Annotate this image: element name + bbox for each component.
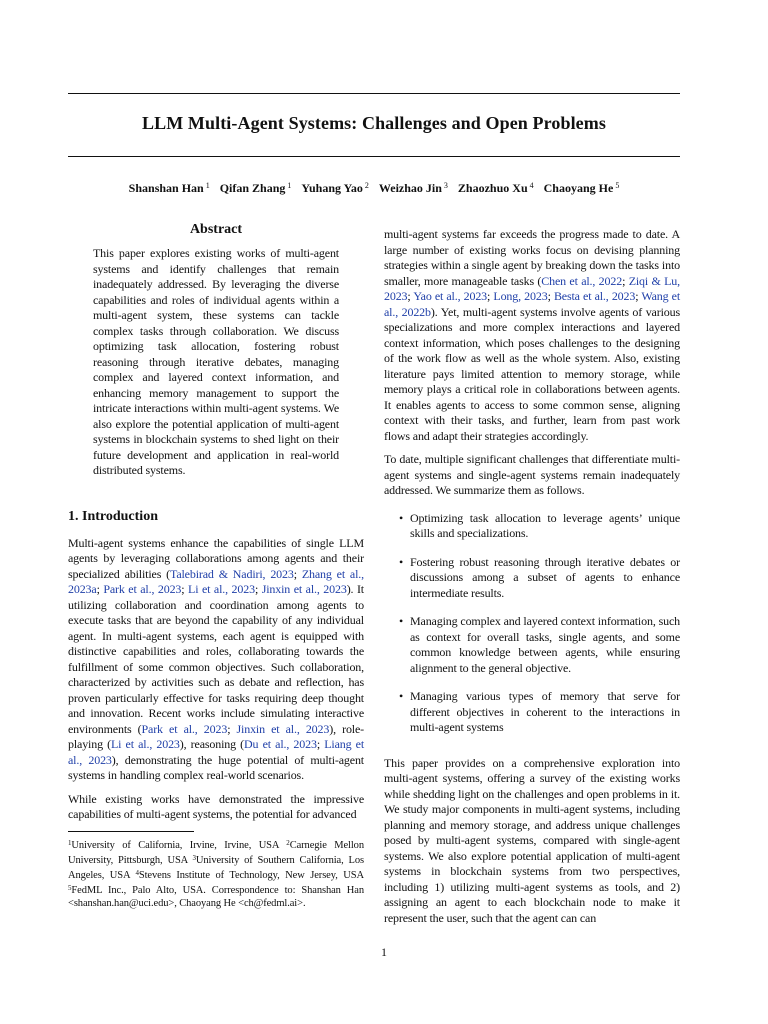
right-paragraph-1 bbox=[384, 227, 680, 444]
affiliation-marker: 1 bbox=[68, 838, 72, 847]
text-run: University of California, Irvine, Irvine, USA bbox=[71, 839, 287, 851]
author-name bbox=[220, 181, 292, 196]
author-name-text: Shanshan Han bbox=[128, 181, 204, 195]
challenge-list-item-text: Optimizing task allocation to leverage agents’ unique skills and specializations. bbox=[410, 510, 680, 540]
challenge-list bbox=[384, 511, 680, 736]
author-name-text: Weizhao Jin bbox=[378, 181, 442, 195]
challenge-list-item bbox=[384, 555, 680, 602]
text-run: ; bbox=[622, 273, 629, 288]
right-paragraph-2: To date, multiple significant challenges that differentiate multi-agent systems and single-agent systems remain inadequately addressed. We summarize them as follows. bbox=[384, 452, 680, 497]
citation-link[interactable]: Park et al., 2023 bbox=[141, 721, 228, 736]
abstract-text: This paper explores existing works of multi-agent systems and identify challenges that remain inadequately addressed. By leveraging the diverse capabilities and roles of individual agents within a multi-agent system, these systems can tackle complex tasks through collaboration. We discuss optimizing task allocation, fostering robust reasoning through iterative debates, managing complex and layered context information, and enhancing memory management to support the intricate interactions within multi-agent systems. We also explore the potential application of multi-agent systems in blockchain systems to shed light on their future development and application in real-world distributed systems. bbox=[93, 246, 339, 477]
challenge-list-item-text: Managing various types of memory that serve for different objectives in coherent to the interactions in multi-agent systems bbox=[410, 689, 680, 734]
challenge-list-item-text: Managing complex and layered context information, such as context for overall tasks, single agents, and some common knowledge between agents, while ensuring alignment to the general objective. bbox=[410, 614, 680, 675]
text-run: ; bbox=[181, 582, 189, 596]
citation-link[interactable]: Park et al., 2023 bbox=[103, 582, 182, 596]
citation-link[interactable]: Jinxin et al., 2023 bbox=[261, 582, 347, 596]
author-affiliation-marker: 4 bbox=[529, 181, 534, 190]
affiliation-marker: 5 bbox=[68, 883, 72, 892]
citation-link[interactable]: Li et al., 2023 bbox=[111, 737, 180, 751]
intro-paragraph-2 bbox=[68, 792, 364, 823]
text-run: ; bbox=[316, 737, 325, 751]
text-run: While existing works have demonstrated the impressive capabilities of multi-agent systems, the potential for advanced bbox=[68, 791, 364, 821]
challenge-list-item bbox=[384, 614, 680, 676]
text-run: ). Yet, multi-agent systems involve agents of various specializations and more complex interactions and layered context information, which poses challenges to the designing of the work flow as well as the whole system. Also, existing literature pays limited attention to memory storage, while memory plays a critical role in collaborations between agents. It enables agents to access to some common sense, aligning context with their tasks, and further, learn from past work flows and adapt their strategies accordingly. bbox=[384, 304, 680, 443]
citation-link[interactable]: Zhang et al., 2023a bbox=[68, 566, 364, 596]
author-affiliation-marker: 1 bbox=[287, 181, 292, 190]
citation-link[interactable]: Long, 2023 bbox=[493, 289, 548, 303]
citation-link[interactable]: Wang et al., 2022b bbox=[384, 289, 681, 319]
citation-link[interactable]: Li et al., 2023 bbox=[188, 582, 255, 596]
paper-title: LLM Multi-Agent Systems: Challenges and Open Problems bbox=[142, 113, 606, 133]
text-run: FedML Inc., Palo Alto, USA. Correspondence to: Shanshan Han <shanshan.han@uci.edu>, Chaoyang He <ch@fedml.ai>. bbox=[68, 884, 364, 909]
citation-link[interactable]: Besta et al., 2023 bbox=[553, 289, 636, 303]
bullet-icon: • bbox=[399, 614, 404, 628]
author-name-text: Qifan Zhang bbox=[219, 181, 286, 195]
text-run: Multi-agent systems enhance the capabilities of single LLM agents by leveraging collaborations among agents and their specialized abilities ( bbox=[68, 535, 364, 581]
text-run: ; bbox=[407, 289, 414, 303]
left-column bbox=[68, 222, 364, 910]
author-affiliation-marker: 2 bbox=[364, 181, 369, 190]
citation-link[interactable]: Ziqi & Lu, 2023 bbox=[384, 273, 680, 303]
affiliation-marker: 4 bbox=[135, 868, 139, 877]
author-name bbox=[379, 181, 448, 196]
text-run: Carnegie Mellon University, Pittsburgh, USA bbox=[68, 839, 364, 866]
intro-paragraph-1 bbox=[68, 536, 364, 784]
citation-link[interactable]: Chen et al., 2022 bbox=[541, 273, 623, 288]
right-column bbox=[384, 227, 680, 934]
citation-link[interactable]: Jinxin et al., 2023 bbox=[236, 721, 330, 736]
page-number: 1 bbox=[381, 945, 387, 959]
text-run: ), role-playing ( bbox=[68, 721, 364, 751]
citation-link[interactable]: Yao et al., 2023 bbox=[413, 289, 488, 303]
text-run: ), demonstrating the huge potential of multi-agent systems in handling complex real-world scenarios. bbox=[68, 752, 364, 782]
affiliation-footnote bbox=[68, 837, 364, 910]
abstract-heading: Abstract bbox=[189, 222, 243, 237]
citation-link[interactable]: Du et al., 2023 bbox=[244, 737, 317, 751]
right-paragraph-3: This paper provides on a comprehensive exploration into multi-agent systems, offering a survey of the existing works while shedding light on the challenges and open problems in it. We study major components in multi-agent systems, including planning and memory storage, and address unique challenges posed by multi-agent systems, compared with single-agent systems. We also explore potential application of multi-agent systems in blockchain systems from two perspectives, including 1) utilizing multi-agent systems as tools, and 2) assigning an agent to each blockchain node to make it represent the user, such that the agent can can bbox=[384, 755, 680, 925]
challenge-list-item bbox=[384, 689, 680, 736]
author-name-text: Chaoyang He bbox=[543, 181, 614, 195]
bullet-icon: • bbox=[399, 689, 404, 703]
text-run: ; bbox=[293, 566, 302, 581]
text-run: ; bbox=[96, 582, 104, 596]
affiliation-marker: 3 bbox=[192, 853, 196, 862]
author-list bbox=[68, 181, 680, 196]
citation-link[interactable]: Liang et al., 2023 bbox=[68, 737, 365, 767]
challenge-list-item-text: Fostering robust reasoning through iterative debates or discussions among a subset of agents to enhance intermediate results. bbox=[410, 554, 680, 600]
affiliation-marker: 2 bbox=[286, 838, 290, 847]
text-run: ; bbox=[227, 721, 237, 736]
bullet-icon: • bbox=[399, 510, 404, 525]
text-run: ). It utilizing collaboration and coordination among agents to execute tasks that are beyond the capability of any individual agent. In multi-agent systems, each agent is equipped with distinctive capabilities and roles, collaborating towards the fulfillment of some common objectives. Such collaboration, characterized by activities such as debate and reflection, has proven particularly effective for tasks requiring deep thought and innovation. Recent works include simulating interactive environments ( bbox=[68, 582, 364, 736]
author-name bbox=[458, 181, 534, 196]
text-run: ), reasoning ( bbox=[179, 737, 245, 751]
text-run: ; bbox=[254, 582, 262, 596]
citation-link[interactable]: Talebirad & Nadiri, 2023 bbox=[169, 566, 294, 581]
title-rule-top bbox=[68, 93, 680, 94]
author-name bbox=[544, 181, 620, 196]
footnote-rule bbox=[68, 831, 194, 832]
section-heading-introduction: 1. Introduction bbox=[68, 508, 158, 524]
author-name bbox=[301, 181, 368, 196]
text-run: Stevens Institute of Technology, New Jersey, USA bbox=[138, 869, 364, 881]
text-run: ; bbox=[547, 289, 554, 303]
text-run: ; bbox=[487, 289, 494, 303]
author-name bbox=[129, 181, 210, 196]
text-run: ; bbox=[635, 289, 642, 303]
bullet-icon: • bbox=[399, 554, 404, 569]
author-name-text: Yuhang Yao bbox=[301, 181, 363, 195]
author-name-text: Zhaozhuo Xu bbox=[457, 181, 528, 195]
challenge-list-item bbox=[384, 511, 680, 542]
author-affiliation-marker: 3 bbox=[443, 181, 448, 190]
text-run: University of Southern California, Los Angeles, USA bbox=[68, 854, 364, 881]
title-rule-bottom bbox=[68, 156, 680, 157]
author-affiliation-marker: 1 bbox=[205, 181, 210, 190]
author-affiliation-marker: 5 bbox=[615, 181, 620, 190]
text-run: multi-agent systems far exceeds the progress made to date. A large number of existing works focus on devising planning strategies within a single agent by breaking down the tasks into smaller, more manageable tasks ( bbox=[384, 227, 680, 288]
